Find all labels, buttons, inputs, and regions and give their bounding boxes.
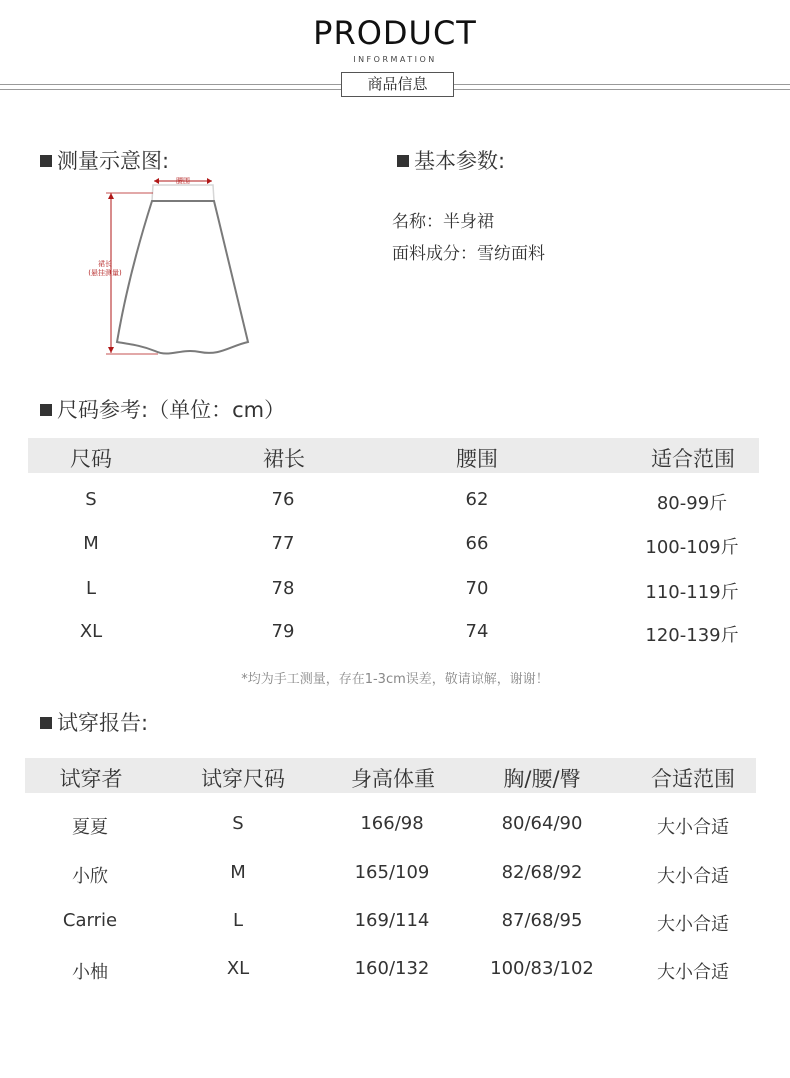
trial-cell: 87/68/95 (501, 910, 583, 931)
size-section-title (40, 394, 285, 424)
trial-cell: 大小合适 (657, 962, 729, 983)
size-cell: XL (79, 621, 103, 642)
header-subtitle: INFORMATION (353, 55, 437, 64)
param-fabric: 面料成分：雪纺面料 (392, 244, 545, 264)
size-cell: L (85, 578, 97, 599)
size-cell: 100-109斤 (645, 537, 739, 558)
skirt-waistband (152, 185, 214, 201)
size-cell: 80-99斤 (656, 493, 728, 514)
trial-header-fit: 合适范围 (651, 767, 735, 791)
size-cell: 79 (271, 621, 295, 642)
size-header-length: 裙长 (263, 447, 305, 471)
skirt-diagram (80, 170, 260, 365)
measure-title-text: 测量示意图: (57, 149, 170, 173)
bullet-square-icon (40, 404, 52, 416)
trial-header-tester: 试穿者 (59, 767, 123, 791)
length-arrow-head-bottom (108, 347, 114, 353)
trial-cell: 165/109 (354, 862, 430, 883)
trial-cell: 小欣 (72, 866, 108, 887)
size-header-range: 适合范围 (651, 447, 735, 471)
measurement-note: *均为手工测量，存在1-3cm误差，敬请谅解，谢谢！ (241, 672, 549, 687)
trial-title-text: 试穿报告: (57, 711, 149, 735)
basic-title-text: 基本参数: (414, 149, 506, 173)
trial-cell: 169/114 (354, 910, 430, 931)
size-title-text: 尺码参考:（单位：cm） (57, 398, 286, 422)
size-table-header (28, 438, 759, 473)
trial-cell: 大小合适 (657, 866, 729, 887)
trial-cell: 166/98 (360, 813, 424, 834)
bullet-square-icon (397, 155, 409, 167)
size-cell: 66 (465, 533, 489, 554)
trial-section-title (40, 707, 148, 737)
trial-cell: 82/68/92 (501, 862, 583, 883)
trial-cell: 160/132 (354, 958, 430, 979)
skirt-body (117, 201, 248, 354)
size-header-size: 尺码 (70, 447, 112, 471)
trial-cell: S (232, 813, 244, 834)
waist-arrow-head-right (207, 178, 212, 184)
header-title: PRODUCT (313, 14, 477, 52)
size-header-waist: 腰围 (456, 447, 498, 471)
trial-cell: XL (226, 958, 250, 979)
trial-cell: 大小合适 (657, 817, 729, 838)
length-label: 裙长 (98, 260, 112, 268)
size-cell: 78 (271, 578, 295, 599)
trial-header-measurements: 胸/腰/臀 (503, 767, 581, 791)
size-cell: 74 (465, 621, 489, 642)
size-cell: 76 (271, 489, 295, 510)
header-section-box: 商品信息 (341, 72, 454, 97)
size-cell: 77 (271, 533, 295, 554)
trial-cell: M (230, 862, 246, 883)
size-cell: 62 (465, 489, 489, 510)
trial-header-size: 试穿尺码 (201, 767, 285, 791)
trial-cell: 100/83/102 (490, 958, 594, 979)
size-cell: 120-139斤 (645, 625, 739, 646)
size-cell: 70 (465, 578, 489, 599)
waist-label: 腰围 (176, 177, 190, 185)
trial-cell: L (232, 910, 244, 931)
trial-cell: 小柚 (72, 962, 108, 983)
trial-cell: 80/64/90 (501, 813, 583, 834)
size-cell: 110-119斤 (645, 582, 739, 603)
trial-cell: 夏夏 (72, 817, 108, 838)
size-cell: M (83, 533, 99, 554)
bullet-square-icon (40, 155, 52, 167)
size-cell: S (85, 489, 97, 510)
length-arrow-head-top (108, 193, 114, 199)
trial-cell: Carrie (62, 910, 118, 931)
length-label-note: (悬挂测量) (88, 269, 122, 277)
trial-header-height-weight: 身高体重 (351, 767, 435, 791)
basic-section-title (397, 145, 505, 175)
waist-arrow-head-left (154, 178, 159, 184)
trial-cell: 大小合适 (657, 914, 729, 935)
param-name: 名称：半身裙 (392, 212, 494, 232)
bullet-square-icon (40, 717, 52, 729)
